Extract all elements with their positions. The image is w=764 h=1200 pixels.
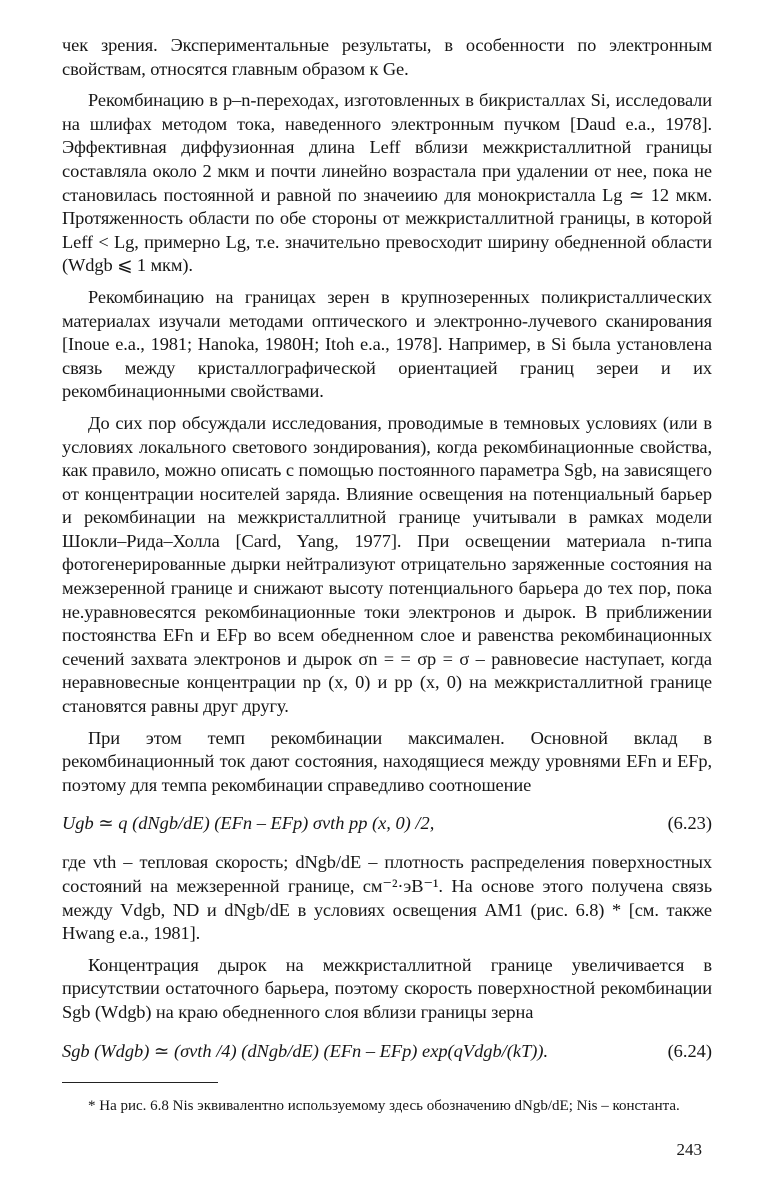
equation-6-23-number: (6.23) xyxy=(667,813,712,834)
equation-6-24-number: (6.24) xyxy=(667,1040,712,1061)
equation-6-24-expression: Sgb (Wdgb) ≃ (σvth /4) (dNgb/dE) (EFn – EFp) exp(qVdgb/(kT)). xyxy=(62,1040,549,1061)
paragraph-illumination: До сих пор обсуждали исследования, проводимые в темновых условиях (или в условиях локального светового зондирования), когда рекомбинационные свойства, как правило, можно описать с помощью постоянного параметра Sgb, на зависящего от концентрации носителей заряда. Влияние освещения на потенциальный барьер и рекомбинации на межкристаллитной границе учитывали в рамках модели Шокли–Рида–Холла [Card, Yang, 1977]. При освещении материала n-типа фотогенерированные дырки нейтрализуют отрицательно заряженные состояния на межзеренной границе и снижают высоту потенциального барьера до тех пор, пока не.уравновесятся рекомбинационные токи электронов и дырок. В приближении постоянства EFn и EFp во всем обедненном слое и равенства рекомбинационных сечений захвата электронов и дырок σn = = σp = σ – равновесие наступает, когда неравновесные концентрации np (x, 0) и pp (x, 0) на межкристаллитной границе становятся равны друг другу. xyxy=(62,412,712,717)
equation-6-23-expression: Ugb ≃ q (dNgb/dE) (EFn – EFp) σvth pp (x, 0) /2, xyxy=(62,813,435,834)
paragraph-grain-boundaries: Рекомбинацию на границах зерен в крупнозеренных поликристаллических материалах изучали методами оптического и электронно-лучевого сканирования [Inoue e.a., 1981; Hanoka, 1980H; Itoh e.a., 1978]. Например, в Si была установлена связь между кристаллографической ориентацией границ зереи и их рекомбинационными свойствами. xyxy=(62,286,712,402)
equation-6-23 xyxy=(62,811,712,839)
paragraph-pn-junction: Рекомбинацию в p–n-переходах, изготовленных в бикристаллах Si, исследовали на шлифах методом тока, наведенного электронным пучком [Daud e.a., 1978]. Эффективная диффузионная длина Leff вблизи межкристаллитной границы составляла около 2 мкм и почти линейно возрастала при удалении от нее, пока не становилась постоянной и равной по значеиию для монокристалла Lg ≃ 12 мкм. Протяженность области по обе стороны от межкристаллитной границы, в которой Leff < Lg, примерно Lg, т.е. значительно превосходит ширину обедненной области (Wdgb ⩽ 1 мкм). xyxy=(62,90,712,276)
paragraph-thermal-velocity: где vth – тепловая скорость; dNgb/dE – плотность распределения поверхностных состояний на межзеренной границе, см⁻²·эВ⁻¹. На основе этого получена связь между Vdgb, ND и dNgb/dE в условиях освещения AM1 (рис. 6.8) * [см. также Hwang e.a., 1981]. xyxy=(62,852,712,944)
main-text xyxy=(62,34,712,1079)
footnote-rule xyxy=(62,1082,218,1083)
paragraph-continuation: чек зрения. Экспериментальные результаты, в особенности по электронным свойствам, относятся главным образом к Ge. xyxy=(62,35,712,79)
equation-6-24 xyxy=(62,1039,712,1067)
paragraph-recombination-rate: При этом темп рекомбинации максимален. Основной вклад в рекомбинационный ток дают состояния, находящиеся между уровнями EFn и EFp, поэтому для темпа рекомбинации справедливо соотношение xyxy=(62,727,712,795)
paragraph-hole-concentration: Концентрация дырок на межкристаллитной границе увеличивается в присутствии остаточного барьера, поэтому скорость поверхностной рекомбинации Sgb (Wdgb) на краю обедненного слоя вблизи границы зерна xyxy=(62,954,712,1022)
page-number: 243 xyxy=(676,1140,702,1159)
footnote: * На рис. 6.8 Nis эквивалентно используемому здесь обозначению dNgb/dE; Nis – константа. xyxy=(88,1098,680,1114)
